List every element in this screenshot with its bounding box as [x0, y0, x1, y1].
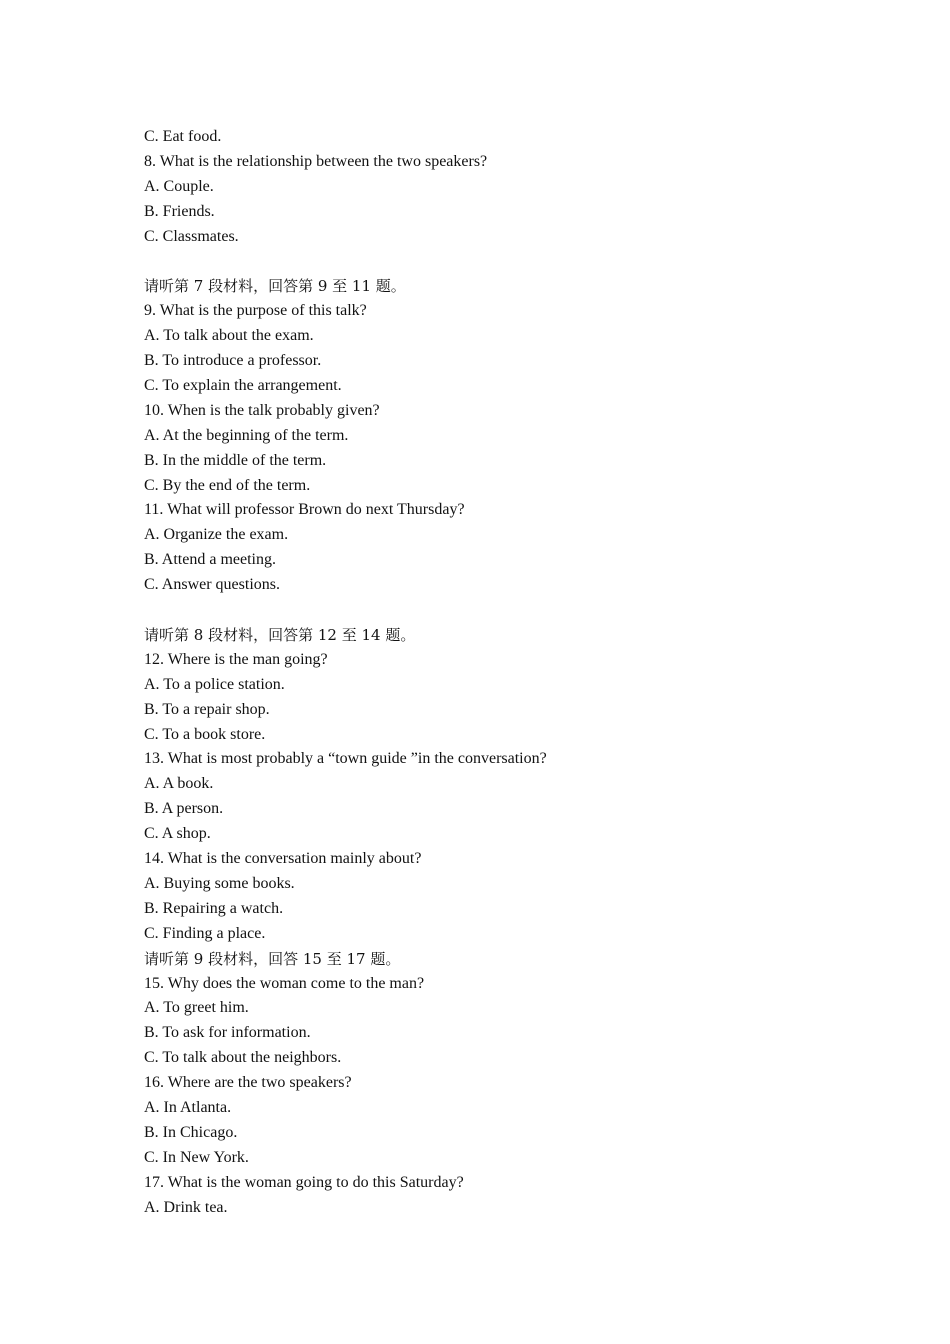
question-11: 11. What will professor Brown do next Thursday? — [144, 501, 465, 519]
option-a-q12: A. To a police station. — [144, 675, 285, 693]
option-c-q16: C. In New York. — [144, 1148, 249, 1166]
question-13: 13. What is most probably a “town guide ”in the conversation? — [144, 750, 547, 768]
section-9-heading: 请听第 9 段材料，回答 15 至 17 题。 — [144, 949, 401, 968]
question-14: 14. What is the conversation mainly about? — [144, 850, 422, 868]
option-b-q12: B. To a repair shop. — [144, 700, 270, 718]
option-a-q8: A. Couple. — [144, 177, 214, 195]
option-c-q8: C. Classmates. — [144, 227, 239, 245]
question-10: 10. When is the talk probably given? — [144, 401, 380, 419]
option-c-q11: C. Answer questions. — [144, 576, 280, 594]
question-16: 16. Where are the two speakers? — [144, 1074, 352, 1092]
question-8: 8. What is the relationship between the two speakers? — [144, 152, 488, 170]
question-9: 9. What is the purpose of this talk? — [144, 302, 367, 320]
option-c-q12: C. To a book store. — [144, 725, 266, 743]
option-c-q15: C. To talk about the neighbors. — [144, 1049, 342, 1067]
option-a-q13: A. A book. — [144, 775, 214, 793]
option-c-q13: C. A shop. — [144, 825, 211, 843]
option-b-q13: B. A person. — [144, 800, 224, 818]
option-c-q9: C. To explain the arrangement. — [144, 377, 342, 395]
option-a-q9: A. To talk about the exam. — [144, 327, 314, 345]
option-b-q14: B. Repairing a watch. — [144, 899, 284, 917]
option-a-q11: A. Organize the exam. — [144, 526, 289, 544]
option-c-q14: C. Finding a place. — [144, 924, 266, 942]
option-c-q7: C. Eat food. — [144, 128, 222, 145]
question-17: 17. What is the woman going to do this Saturday? — [144, 1173, 464, 1191]
option-a-q15: A. To greet him. — [144, 999, 249, 1017]
option-a-q17: A. Drink tea. — [144, 1198, 228, 1216]
option-a-q16: A. In Atlanta. — [144, 1098, 232, 1116]
option-c-q10: C. By the end of the term. — [144, 476, 311, 494]
option-b-q8: B. Friends. — [144, 202, 215, 220]
question-15: 15. Why does the woman come to the man? — [144, 974, 425, 992]
question-12: 12. Where is the man going? — [144, 650, 328, 668]
section-gap — [144, 598, 824, 623]
option-b-q9: B. To introduce a professor. — [144, 352, 322, 370]
section-7-heading: 请听第 7 段材料，回答第 9 至 11 题。 — [144, 277, 406, 296]
option-b-q15: B. To ask for information. — [144, 1024, 311, 1042]
option-b-q10: B. In the middle of the term. — [144, 451, 327, 469]
option-a-q10: A. At the beginning of the term. — [144, 426, 349, 444]
option-b-q16: B. In Chicago. — [144, 1123, 238, 1141]
option-b-q11: B. Attend a meeting. — [144, 551, 276, 569]
option-a-q14: A. Buying some books. — [144, 874, 295, 892]
exam-page — [144, 125, 824, 1220]
section-8-heading: 请听第 8 段材料，回答第 12 至 14 题。 — [144, 626, 416, 645]
section-gap — [144, 249, 824, 274]
